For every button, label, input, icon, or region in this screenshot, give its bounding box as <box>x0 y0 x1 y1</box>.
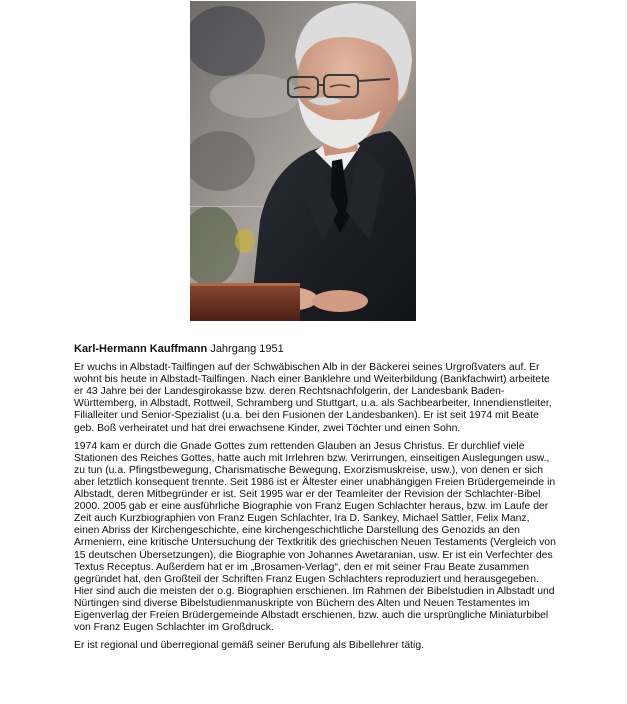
birth-year: Jahrgang 1951 <box>210 343 284 355</box>
bio-heading <box>74 343 556 355</box>
bio-paragraph-2: 1974 kam er durch die Gnade Gottes zum rettenden Glauben an Jesus Christus. Er durchlief viele Stationen des Reiches Gottes, hatte auch mit Irrlehren bzw. Verirrungen, einseitigen Auslegungen usw., zu tun (u.a. Pfingstbewegung, Charismatische Bewegung, Exorzismuskreise, usw.), von denen er sich aber letztlich konsequent trennte. Seit 1986 ist er Ältester einer unabhängigen Freien Brüdergemeinde in Albstadt, deren Mitbegründer er ist. Seit 1995 war er der Teamleiter der Revision der Schlachter-Bibel 2000. 2005 gab er eine ausführliche Biographie von Franz Eugen Schlachter heraus, bzw. im Laufe der Zeit auch Kurzbiographien von Franz Eugen Schlachter, Ira D. Sankey, Michael Sattler, Felix Manz, einen Abriss der Kirchengeschichte, eine kirchengeschichtliche Darstellung des Genozids an den Armeniern, eine kritische Untersuchung der Textkritik des griechischen Neuen Testaments (Vergleich von 15 deutschen Übersetzungen), die Biographie von Johannes Awetaranian, usw. Er ist ein Verfechter des Textus Receptus. Außerdem hat er im „Brosamen-Verlag“, den er mit seiner Frau Beate zusammen gegründet hat, den Großteil der Schriften Franz Eugen Schlachters reproduziert und herausgegeben. Hier sind auch die meisten der o.g. Biographien erschienen. Im Rahmen der Bibelstudien in Albstadt und Nürtingen sind diverse Bibelstudienmanuskripte von Büchern des Alten und Neuen Testamentes im Eigenverlag der Freien Brüdergemeinde Albstadt erschienen, bzw. auch die ursprüngliche Miniaturbibel von Franz Eugen Schlachter im Großdruck. <box>74 440 556 634</box>
bio-paragraph-1: Er wuchs in Albstadt-Tailfingen auf der Schwäbischen Alb in der Bäckerei seines Urgroßvaters auf. Er wohnt bis heute in Albstadt-Tailfingen. Nach einer Banklehre und Weiterbildung (Bankfachwirt) arbeitete er 43 Jahre bei der Landesgirokasse bzw. deren Rechtsnachfolgerin, der Landesbank Baden-Württemberg, in Albstadt, Rottweil, Schramberg und Stuttgart, u.a. als Sachbearbeiter, Innendienstleiter, Filialleiter und Senior-Spezialist (u.a. bei den Fusionen der Landesbanken). Er ist seit 1974 mit Beate geb. Boß verheiratet und hat drei erwachsene Kinder, zwei Töchter und einen Sohn. <box>74 362 552 434</box>
portrait-photo <box>190 1 416 321</box>
biography <box>74 343 556 658</box>
bio-paragraph-3: Er ist regional und überregional gemäß seiner Berufung als Bibellehrer tätig. <box>74 640 425 652</box>
person-name: Karl-Hermann Kauffmann <box>74 343 208 355</box>
